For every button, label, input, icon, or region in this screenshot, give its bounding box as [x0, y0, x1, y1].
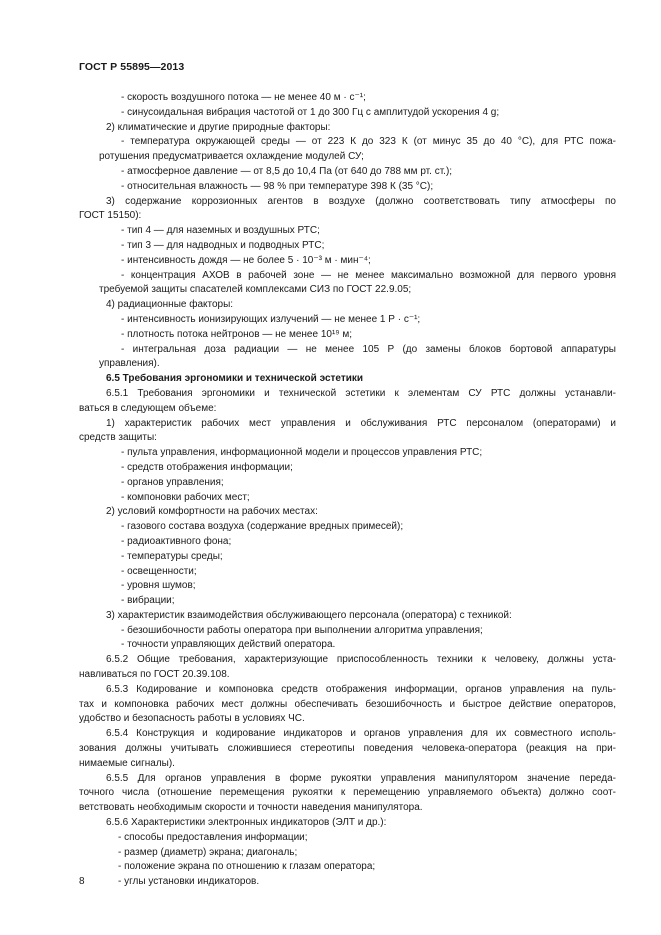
text-line: ваться в следующем объеме: [79, 402, 217, 414]
text-line: 6.5.4 Конструкция и кодирование индикаторов и органов управления для их совместного исполь- [106, 728, 616, 740]
text-line: - уровня шумов; [121, 580, 196, 592]
text-line: тах и компоновка рабочих мест должны обеспечивать безошибочность и быстрое действие операторов, [79, 698, 616, 710]
document-body [79, 91, 616, 890]
text-line: точного числа (отношение перемещения рукоятки к перемещению управляемого объекта) должно соот- [79, 787, 616, 799]
text-line: 6.5.5 Для органов управления в форме рукоятки управления манипулятором значение переда- [106, 772, 616, 784]
text-line: 6.5.1 Требования эргономики и технической эстетики к элементам СУ РТС должны устанавли- [106, 387, 616, 399]
text-line: - способы предоставления информации; [118, 831, 308, 843]
text-line: 3) характеристик взаимодействия обслуживающего персонала (оператора) с техникой: [106, 609, 512, 621]
text-line: - интенсивность дождя — не более 5 · 10⁻³ м · мин⁻⁴; [121, 254, 371, 266]
text-line: - радиоактивного фона; [121, 535, 232, 547]
text-line: 3) содержание коррозионных агентов в воздухе (должно соответствовать типу атмосферы по [106, 195, 616, 207]
text-line: - температуры среды; [121, 550, 223, 562]
text-line: требуемой защиты спасателей комплексами СИЗ по ГОСТ 22.9.05; [99, 284, 412, 296]
text-line: - синусоидальная вибрация частотой от 1 до 300 Гц с амплитудой ускорения 4 g; [121, 106, 500, 118]
text-line: - вибрации; [121, 595, 175, 607]
text-line: зования должны учитывать сложившиеся стереотипы поведения человека-оператора (реакция на при- [79, 743, 616, 755]
text-line: - размер (диаметр) экрана; диагональ; [118, 846, 298, 858]
text-line: 4) радиационные факторы: [106, 299, 234, 311]
text-line: - относительная влажность — 98 % при температуре 398 К (35 °С); [121, 180, 434, 192]
text-line: ротушения предусматривается охлаждение модулей СУ; [99, 151, 364, 163]
text-line: - положение экрана по отношению к глазам оператора; [118, 861, 376, 873]
text-line: - газового состава воздуха (содержание вредных примесей); [121, 521, 404, 533]
text-line: 6.5.6 Характеристики электронных индикаторов (ЭЛТ и др.): [106, 817, 387, 829]
document-header: ГОСТ Р 55895—2013 [79, 61, 185, 73]
text-line: ГОСТ 15150): [79, 210, 142, 222]
text-line: - плотность потока нейтронов — не менее 10¹⁹ м; [121, 328, 352, 340]
text-line: - органов управления; [121, 476, 224, 488]
text-line: управления). [99, 358, 160, 370]
text-line: - безошибочности работы оператора при выполнении алгоритма управления; [121, 624, 483, 636]
text-line: 1) характеристик рабочих мест управления и обслуживания РТС персоналом (операторами) и [106, 417, 616, 429]
text-line: нимаемые сигналы). [79, 757, 175, 769]
text-line: - углы установки индикаторов. [118, 876, 260, 888]
text-line: - компоновки рабочих мест; [121, 491, 250, 503]
text-line: ветствовать необходимым скорости и точности наведения манипулятора. [79, 802, 423, 814]
text-line: - интенсивность ионизирующих излучений — не менее 1 Р · с⁻¹; [121, 313, 421, 325]
text-line: удобство и безопасность работы в условиях ЧС. [79, 713, 305, 725]
text-line: 2) условий комфортности на рабочих местах: [106, 506, 318, 518]
text-line: средств защиты: [79, 432, 157, 444]
text-line: - скорость воздушного потока — не менее 40 м · с⁻¹; [121, 92, 366, 103]
text-line: - температура окружающей среды — от 223 К до 323 К (от минус 35 до 40 °С), для РТС пожа- [121, 136, 616, 148]
text-line: - интегральная доза радиации — не менее 105 Р (до замены блоков бортовой аппаратуры [121, 343, 616, 355]
text-line: - пульта управления, информационной модели и процессов управления РТС; [121, 447, 483, 459]
text-line: - средств отображения информации; [121, 461, 293, 473]
text-line: - тип 3 — для надводных и подводных РТС; [121, 239, 325, 251]
text-line: 6.5.3 Кодирование и компоновка средств отображения информации, органов управления на пуль- [106, 683, 616, 695]
text-line: 2) климатические и другие природные факторы: [106, 121, 331, 133]
page-number: 8 [79, 876, 85, 887]
text-line: - освещенности; [121, 565, 197, 577]
text-line: 6.5.2 Общие требования, характеризующие приспособленность техники к человеку, должны уста- [106, 654, 616, 666]
text-line: навливаться по ГОСТ 20.39.108. [79, 669, 230, 681]
text-line: - атмосферное давление — от 8,5 до 10,4 Па (от 640 до 788 мм рт. ст.); [121, 165, 453, 177]
text-line: - тип 4 — для наземных и воздушных РТС; [121, 225, 320, 237]
text-line: - точности управляющих действий оператора. [121, 639, 336, 651]
section-heading: 6.5 Требования эргономики и технической эстетики [106, 373, 364, 385]
text-line: - концентрация АХОВ в рабочей зоне — не менее максимально возможной для первого уровня [121, 269, 616, 281]
